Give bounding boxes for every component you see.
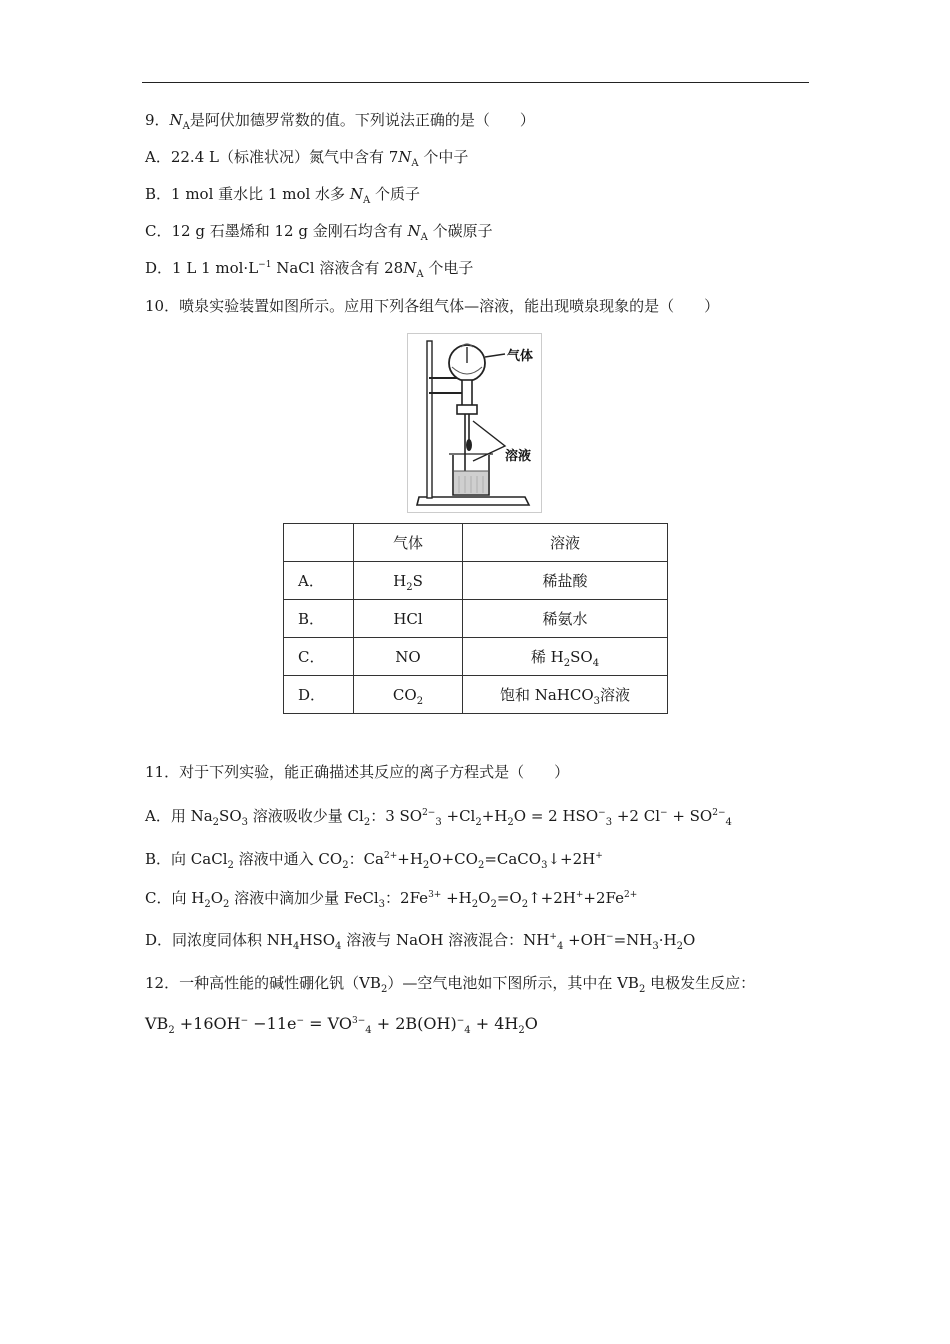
q9-stem: 9．$N_A$是阿伏加德罗常数的值。下列说法正确的是（ ）: [145, 111, 535, 132]
table-row: [284, 676, 668, 714]
fountain-apparatus-figure: [407, 333, 542, 513]
q9-option-a: A．22.4 L（标准状况）氮气中含有 $7N_A$ 个中子: [145, 148, 469, 169]
fountain-apparatus-drawing: [407, 333, 542, 513]
q10-options-table: [283, 523, 668, 714]
figure-label-gas: 气体: [507, 349, 534, 364]
q11-stem: 11．对于下列实验，能正确描述其反应的离子方程式是（ ）: [145, 763, 570, 781]
table-header-cell: [284, 524, 354, 562]
table-row: [284, 600, 668, 638]
table-cell-solution: 稀 $H_2SO_4$: [463, 638, 668, 676]
table-cell-solution: 饱和 NaHCO$_3$溶液: [463, 676, 668, 714]
table-cell-solution: 稀氨水: [463, 600, 668, 638]
table-cell-option: A．: [284, 562, 354, 600]
q11-option-a: A．用 $Na_2SO_3$ 溶液吸收少量 $Cl_2$：3 $SO^{2-}_3 +Cl_2+H_2O = 2$ $HSO^-_3 +2$ $Cl^- + SO^{2-}_4$: [145, 807, 732, 828]
table-cell-option: C．: [284, 638, 354, 676]
q9-option-b: B．1 mol 重水比 1 mol 水多 $N_A$ 个质子: [145, 185, 420, 206]
table-cell-gas: HCl: [354, 600, 463, 638]
table-cell-gas: $CO_2$: [354, 676, 463, 714]
q11-option-d: D．同浓度同体积 $NH_4HSO_4$ 溶液与 NaOH 溶液混合：$NH^+_4 +OH^-=NH_3\cdot H_2O$: [145, 931, 696, 952]
q9-option-c: C．12 g 石墨烯和 12 g 金刚石均含有 $N_A$ 个碳原子: [145, 222, 493, 243]
table-cell-option: D．: [284, 676, 354, 714]
table-cell-gas: NO: [354, 638, 463, 676]
q9-option-d: D．1 L 1 $mol\cdot L^{-1}$ NaCl 溶液含有 $28N_A$ 个电子: [145, 259, 474, 280]
table-row: [284, 562, 668, 600]
header-rule: [142, 82, 809, 83]
table-header-cell: 溶液: [463, 524, 668, 562]
q10-stem: 10．喷泉实验装置如图所示。应用下列各组气体—溶液，能出现喷泉现象的是（ ）: [145, 297, 720, 315]
table-cell-option: B．: [284, 600, 354, 638]
figure-label-solution: 溶液: [505, 449, 532, 464]
table-header-cell: 气体: [354, 524, 463, 562]
table-row: [284, 638, 668, 676]
table-cell-solution: 稀盐酸: [463, 562, 668, 600]
q12-stem: 12．一种高性能的碱性硼化钒$(VB_2)—$空气电池如下图所示，其中在 $VB_2$ 电极发生反应：: [145, 974, 756, 995]
q11-option-b: B．向 CaCl$_2$ 溶液中通入 $CO_2$：$Ca^{2+}+H_2O+CO_2=CaCO_3↓+2H^+$: [145, 850, 603, 871]
q11-option-c: C．向 $H_2O_2$ 溶液中滴加少量 FeCl$_3$：$2Fe^{3+}$ $+H_2O_2=O_2↑+2H^++2Fe^{2+}$: [145, 889, 638, 910]
q12-electrode-equation: $VB_2 +16OH^- -11e^- = VO^{3-}_4 + 2B(OH)^-_4 + 4H_2O$: [145, 1014, 538, 1036]
table-header-row: [284, 524, 668, 562]
table-cell-gas: $H_2S$: [354, 562, 463, 600]
